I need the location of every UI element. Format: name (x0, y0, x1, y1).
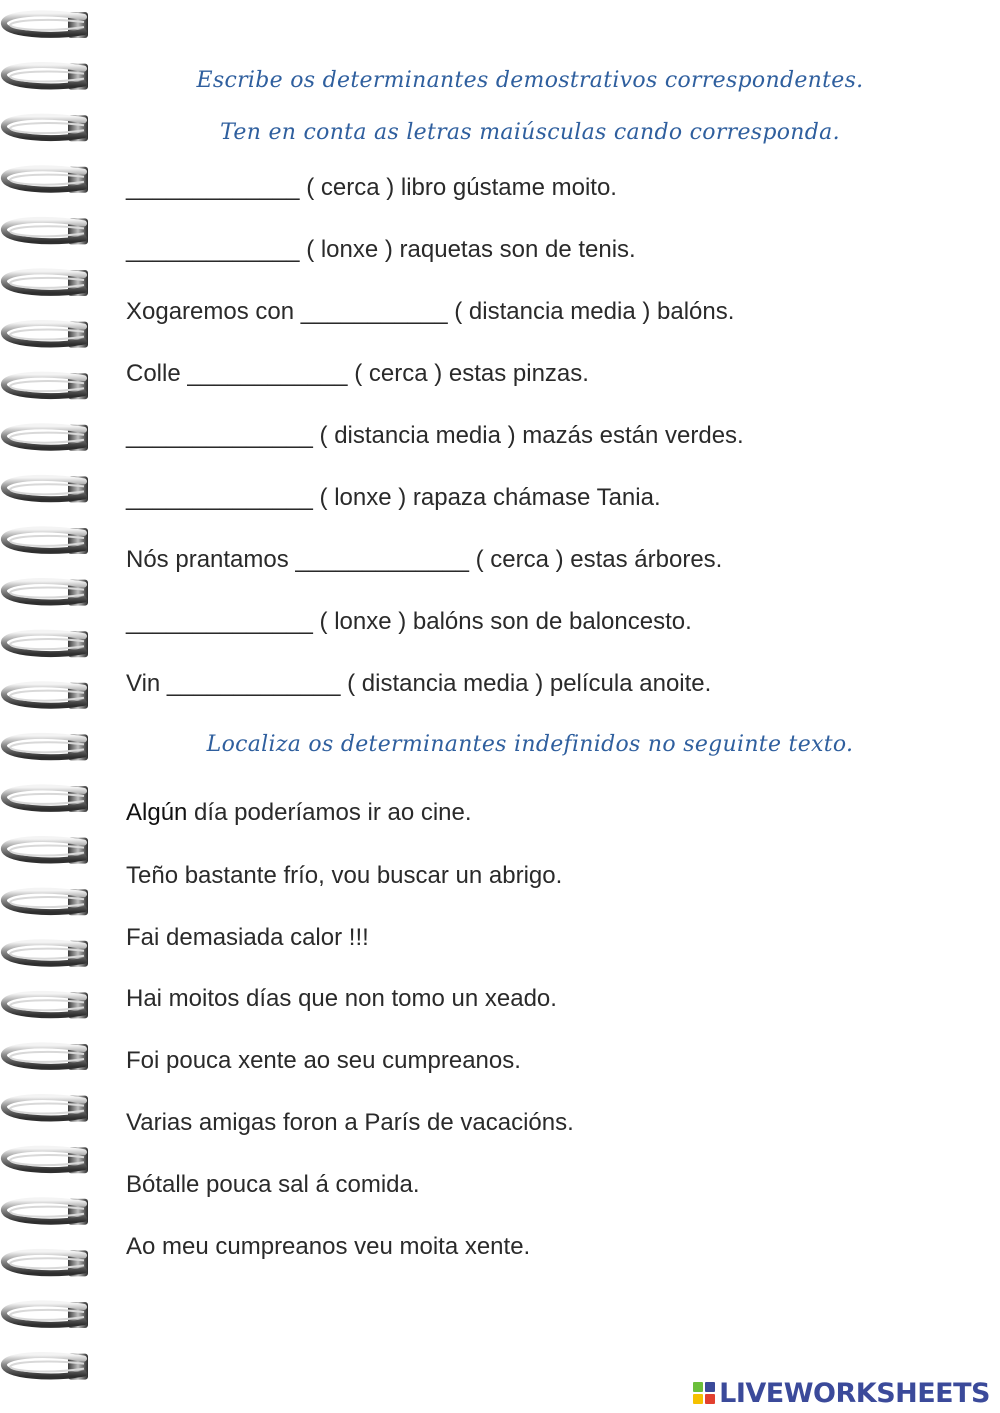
liveworksheets-logo-text: LIVEWORKSHEETS (719, 1377, 990, 1409)
spiral-ring (4, 64, 88, 90)
spiral-ring (4, 1096, 88, 1122)
spiral-ring (4, 631, 88, 657)
exercise2-sentence-8[interactable]: Ao meu cumpreanos veu moita xente. (126, 1233, 531, 1260)
exercise2-sentence-3[interactable]: Fai demasiada calor !!! (126, 924, 369, 951)
exercise1-sentence-6: ______________ ( lonxe ) rapaza chámase Tania. (126, 484, 661, 511)
exercise2-sentence-7[interactable]: Bótalle pouca sal á comida. (126, 1171, 420, 1198)
exercise2-sentence-6[interactable]: Varias amigas foron a París de vacacións. (126, 1109, 574, 1136)
spiral-ring (4, 1199, 88, 1225)
exercise2-sentence-1 (126, 799, 472, 827)
sentence-rest: día poderíamos ir ao cine. (187, 799, 472, 826)
exercise2-sentence-5[interactable]: Foi pouca xente ao seu cumpreanos. (126, 1047, 521, 1074)
spiral-ring (4, 115, 88, 141)
spiral-ring (4, 218, 88, 244)
spiral-ring (4, 12, 88, 38)
spiral-ring (4, 528, 88, 554)
spiral-ring (4, 270, 88, 296)
instruction-heading-2: Ten en conta as letras maiúsculas cando corresponda. (220, 120, 840, 145)
exercise1-sentence-4: Colle ____________ ( cerca ) estas pinzas. (126, 360, 589, 387)
spiral-ring (4, 1302, 88, 1328)
spiral-ring (4, 580, 88, 606)
exercise2-sentence-4[interactable]: Hai moitos días que non tomo un xeado. (126, 985, 557, 1012)
exercise1-sentence-2: _____________ ( lonxe ) raquetas son de tenis. (126, 236, 636, 263)
exercise1-sentence-1: _____________ ( cerca ) libro gústame moito. (126, 174, 617, 201)
spiral-ring (4, 1147, 88, 1173)
exercise1-sentence-5: ______________ ( distancia media ) mazás están verdes. (126, 422, 744, 449)
spiral-ring (4, 734, 88, 760)
spiral-ring (4, 1354, 88, 1380)
exercise1-sentence-7: Nós prantamos _____________ ( cerca ) estas árbores. (126, 546, 723, 573)
spiral-ring (4, 941, 88, 967)
instruction-heading-1: Escribe os determinantes demostrativos correspondentes. (196, 68, 864, 93)
spiral-ring (4, 1044, 88, 1070)
liveworksheets-logo-icon (693, 1382, 715, 1404)
exercise1-sentence-8: ______________ ( lonxe ) balóns son de baloncesto. (126, 608, 692, 635)
exercise1-sentence-9: Vin _____________ ( distancia media ) película anoite. (126, 670, 712, 697)
spiral-binding (0, 0, 100, 1413)
spiral-ring (4, 167, 88, 193)
spiral-ring (4, 425, 88, 451)
spiral-ring (4, 683, 88, 709)
liveworksheets-logo (693, 1376, 990, 1410)
spiral-ring (4, 322, 88, 348)
exercise1-sentence-3: Xogaremos con ___________ ( distancia media ) balóns. (126, 298, 735, 325)
spiral-ring (4, 838, 88, 864)
instruction-heading-3: Localiza os determinantes indefinidos no seguinte texto. (206, 732, 854, 757)
spiral-ring (4, 992, 88, 1018)
spiral-ring (4, 373, 88, 399)
spiral-ring (4, 476, 88, 502)
spiral-ring (4, 786, 88, 812)
selectable-word[interactable]: Algún (126, 799, 188, 826)
exercise2-sentence-2[interactable]: Teño bastante frío, vou buscar un abrigo. (126, 862, 563, 889)
spiral-ring (4, 889, 88, 915)
spiral-ring (4, 1250, 88, 1276)
